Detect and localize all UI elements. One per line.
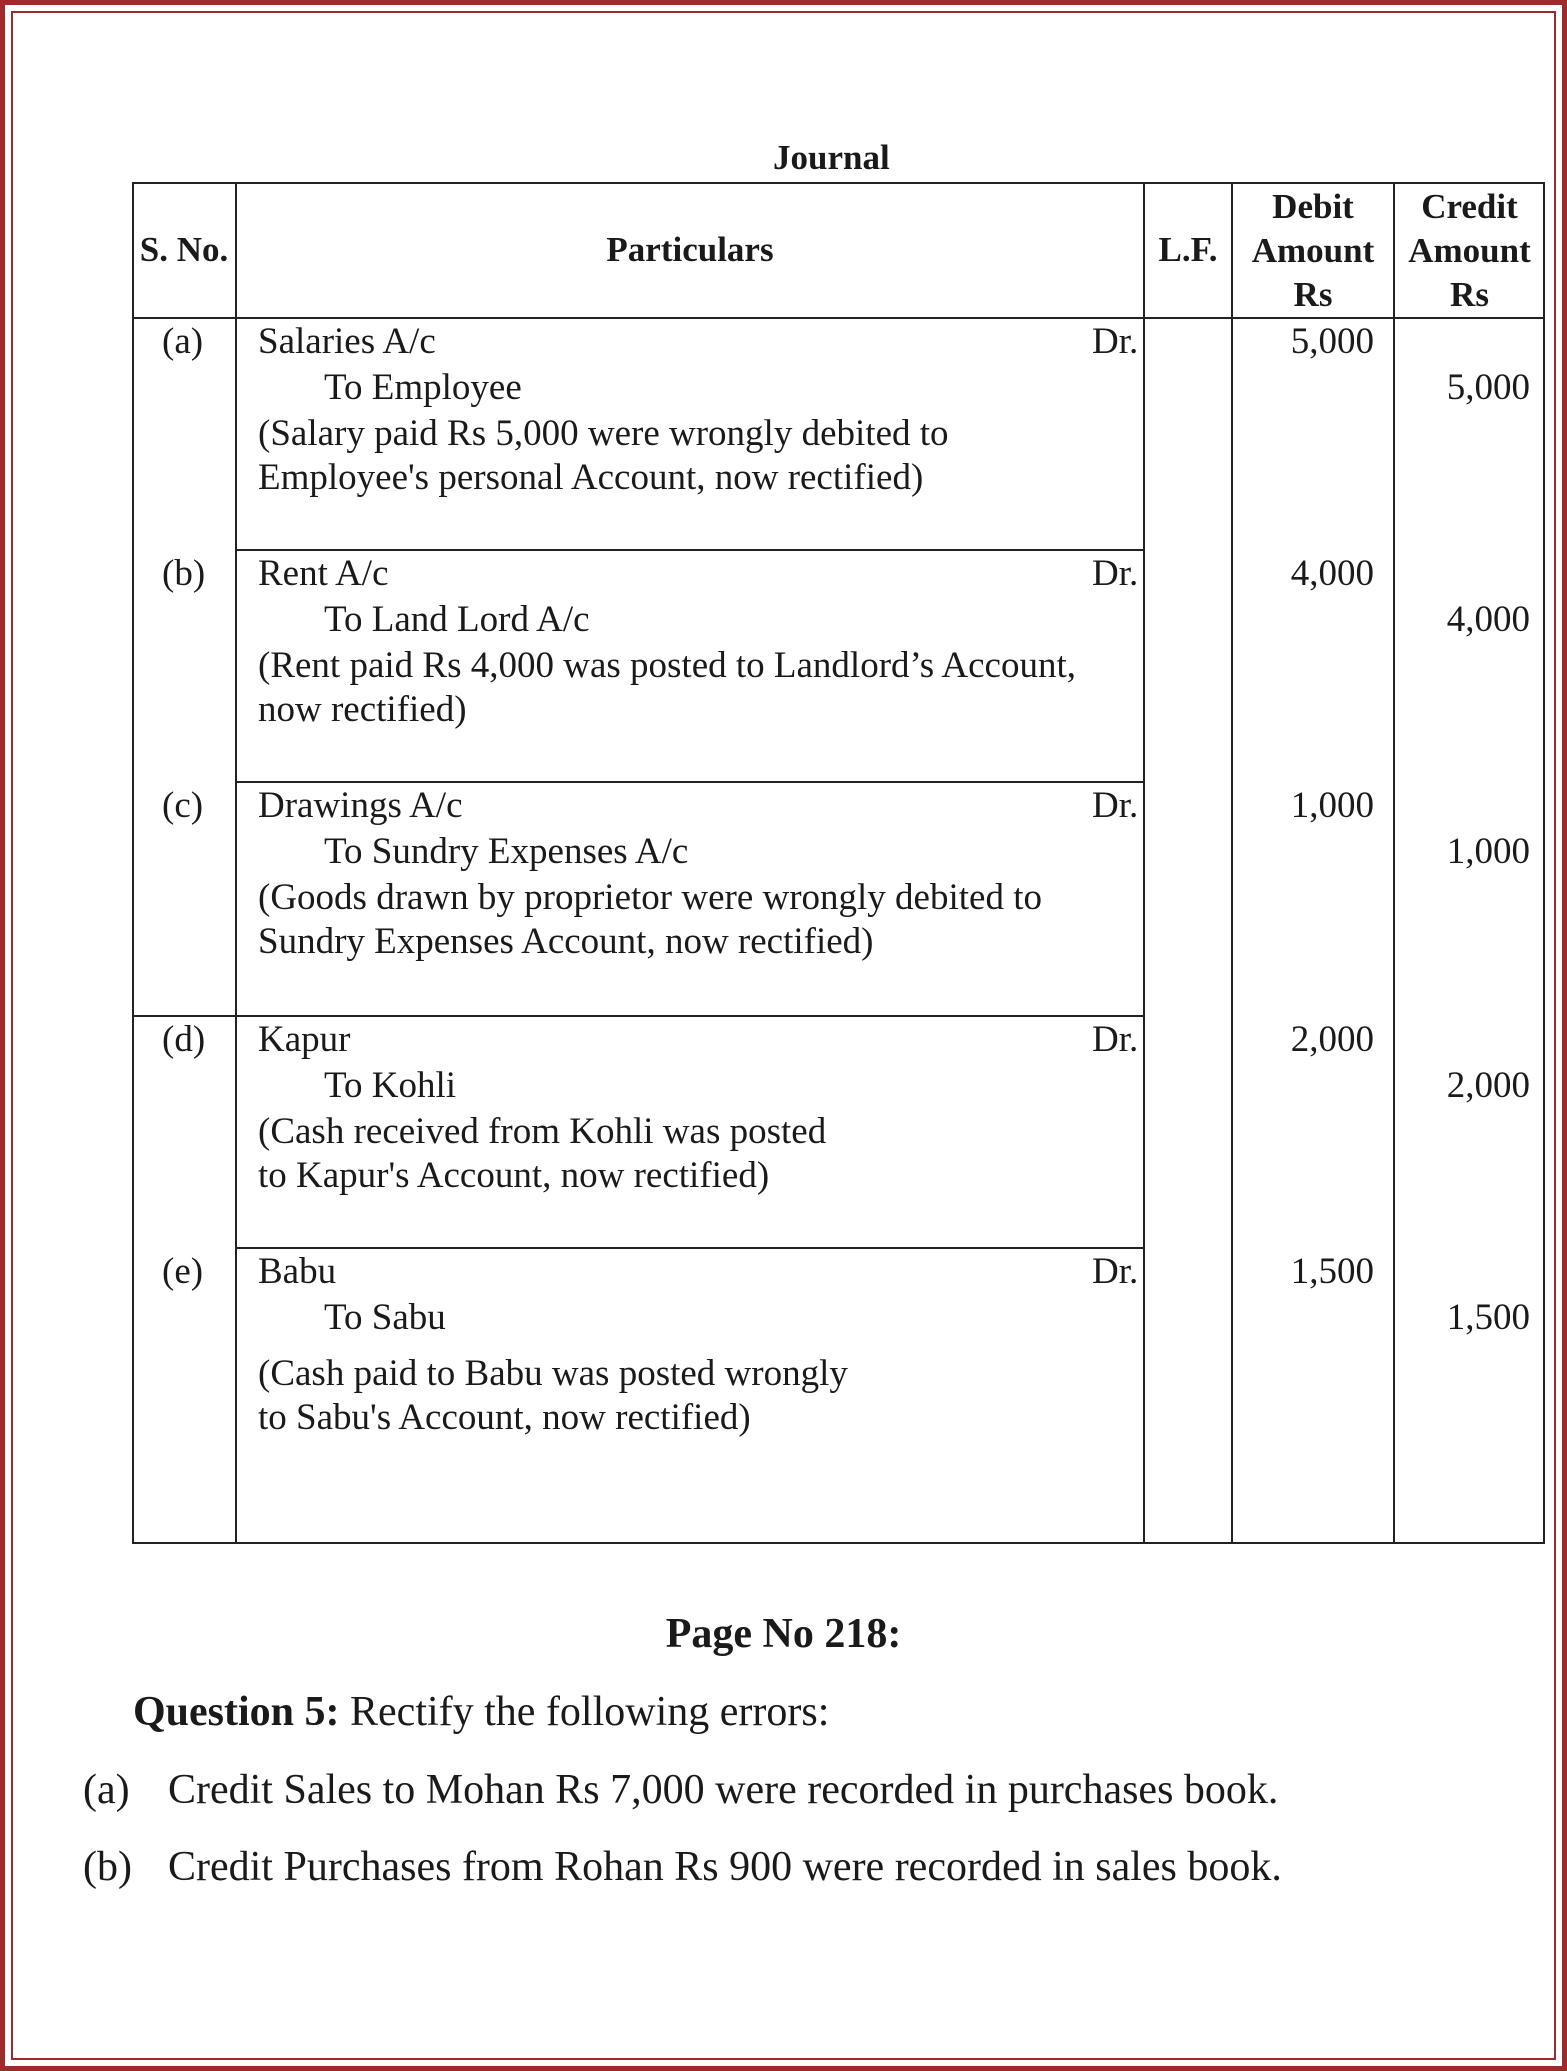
header-debit: Debit Amount Rs: [1251, 187, 1375, 314]
question-text: Rectify the following errors:: [339, 1689, 830, 1735]
entry-credit-account: To Employee: [324, 367, 522, 408]
header-lf: L.F.: [1158, 230, 1218, 269]
entry-credit-amount: 5,000: [1446, 367, 1530, 408]
entry-narration-line: to Kapur's Account, now rectified): [258, 1155, 770, 1196]
entry-dr: Dr.: [1092, 1251, 1139, 1292]
question-item-text: Credit Sales to Mohan Rs 7,000 were recorded in purchases book.: [168, 1767, 1279, 1813]
entry-dr: Dr.: [1092, 553, 1139, 594]
entry-narration-line: to Sabu's Account, now rectified): [258, 1397, 751, 1438]
entry-sno: (d): [162, 1019, 206, 1060]
question-item-text: Credit Purchases from Rohan Rs 900 were recorded in sales book.: [168, 1844, 1282, 1890]
question-heading: [133, 1688, 829, 1736]
entry-narration-line: (Goods drawn by proprietor were wrongly debited to: [258, 877, 1042, 918]
entry-narration-line: (Salary paid Rs 5,000 were wrongly debited to: [258, 413, 949, 454]
entry-debit-amount: 5,000: [1290, 321, 1374, 362]
question-item: [83, 1843, 1282, 1891]
entry-narration-line: Sundry Expenses Account, now rectified): [258, 921, 874, 962]
entry-narration-line: (Rent paid Rs 4,000 was posted to Landlord’s Account,: [258, 645, 1077, 686]
header-sno: S. No.: [139, 230, 229, 269]
entry-debit-amount: 4,000: [1290, 553, 1374, 594]
entry-debit-account: Drawings A/c: [258, 785, 463, 826]
journal-title: Journal: [773, 138, 890, 177]
entry-credit-amount: 1,000: [1446, 831, 1530, 872]
entry-narration-line: (Cash paid to Babu was posted wrongly: [258, 1353, 848, 1394]
question-item-label: (b): [83, 1844, 132, 1890]
header-particulars: Particulars: [606, 230, 774, 269]
entry-dr: Dr.: [1092, 785, 1139, 826]
entry-credit-amount: 2,000: [1446, 1065, 1530, 1106]
question-item-label: (a): [83, 1767, 130, 1813]
entry-narration-line: Employee's personal Account, now rectified): [258, 457, 924, 498]
entry-debit-account: Kapur: [258, 1019, 351, 1060]
header-credit: Credit Amount Rs: [1408, 187, 1531, 314]
entry-sno: (e): [162, 1251, 204, 1292]
entry-debit-account: Babu: [258, 1251, 337, 1292]
page-number-heading: Page No 218:: [665, 1611, 902, 1657]
entry-debit-account: Salaries A/c: [258, 321, 436, 362]
entry-dr: Dr.: [1092, 321, 1139, 362]
entry-narration-line: (Cash received from Kohli was posted: [258, 1111, 827, 1152]
entry-narration-line: now rectified): [258, 689, 467, 730]
entry-dr: Dr.: [1092, 1019, 1139, 1060]
entry-debit-amount: 2,000: [1290, 1019, 1374, 1060]
entry-credit-account: To Sabu: [324, 1297, 446, 1338]
entry-credit-account: To Kohli: [324, 1065, 457, 1106]
entry-credit-amount: 1,500: [1446, 1297, 1530, 1338]
entry-credit-amount: 4,000: [1446, 599, 1530, 640]
entry-sno: (c): [162, 785, 204, 826]
question-item: [83, 1766, 1278, 1814]
entry-debit-amount: 1,500: [1290, 1251, 1374, 1292]
entry-debit-amount: 1,000: [1290, 785, 1374, 826]
entry-credit-account: To Sundry Expenses A/c: [324, 831, 689, 872]
entry-sno: (b): [162, 553, 206, 594]
entry-credit-account: To Land Lord A/c: [324, 599, 590, 640]
entry-debit-account: Rent A/c: [258, 553, 389, 594]
journal-table: [132, 182, 1545, 1544]
entry-sno: (a): [162, 321, 204, 362]
question-label: Question 5:: [133, 1689, 340, 1735]
